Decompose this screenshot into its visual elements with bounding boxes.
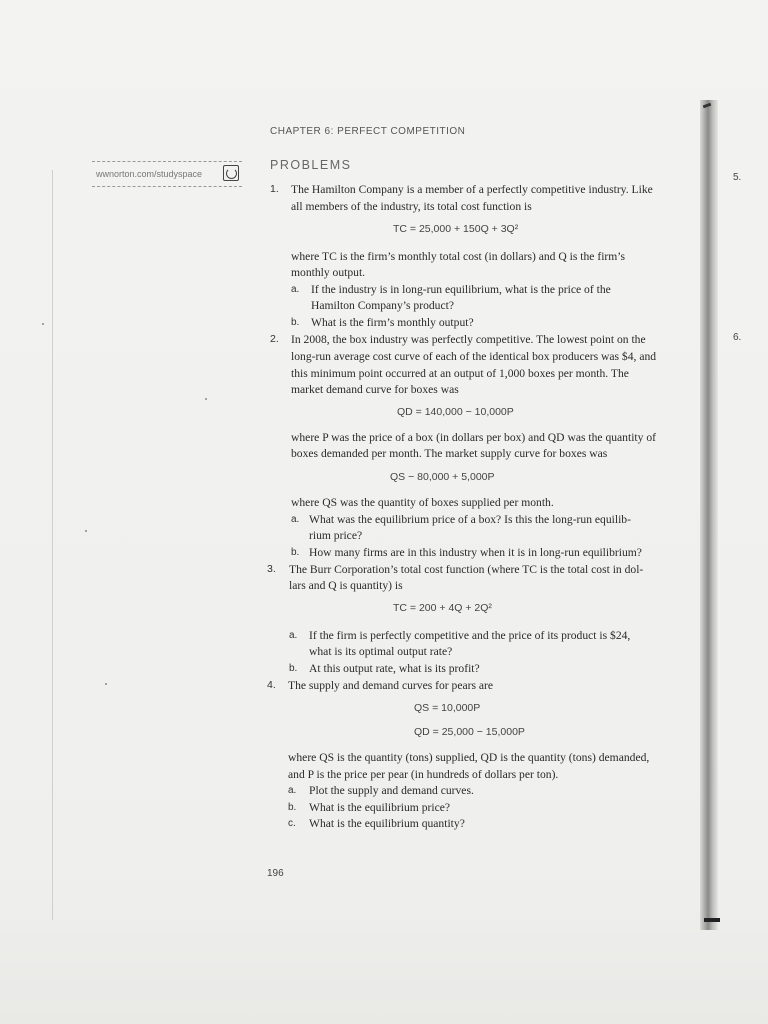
problem-text: rium price? [309, 529, 363, 542]
equation: QS − 80,000 + 5,000P [390, 471, 495, 483]
gutter-mark [704, 918, 720, 922]
subpart-letter: a. [288, 785, 297, 796]
margin-number: 6. [733, 332, 742, 343]
problem-number: 2. [270, 333, 279, 345]
subpart-letter: b. [289, 663, 298, 674]
equation: QD = 25,000 − 15,000P [414, 726, 525, 738]
problem-text: The supply and demand curves for pears are [288, 679, 494, 692]
subpart-letter: a. [291, 284, 300, 295]
problem-text: where P was the price of a box (in dollars per box) and QD was the quantity of [291, 431, 656, 444]
equation: QS = 10,000P [414, 702, 481, 714]
equation: TC = 25,000 + 150Q + 3Q² [393, 223, 519, 235]
page-number: 196 [267, 868, 284, 879]
subpart-letter: b. [288, 802, 297, 813]
scan-speck [42, 323, 44, 325]
subpart-letter: c. [288, 818, 296, 829]
problem-text: The Hamilton Company is a member of a perfectly competitive industry. Like [291, 183, 653, 196]
problem-text: What is the equilibrium price? [309, 801, 451, 814]
problem-text: monthly output. [291, 266, 366, 279]
problem-text: long-run average cost curve of each of the identical box producers was $4, and [291, 350, 657, 363]
problem-text: In 2008, the box industry was perfectly competitive. The lowest point on the [291, 333, 646, 346]
problem-text: What is the equilibrium quantity? [309, 817, 465, 830]
page-edge-line [52, 170, 53, 920]
studyspace-box [92, 161, 242, 187]
problem-text: lars and Q is quantity) is [289, 579, 403, 592]
problem-text: Hamilton Company’s product? [311, 299, 454, 312]
subpart-letter: a. [291, 514, 300, 525]
studyspace-url: wwnorton.com/studyspace [96, 169, 203, 179]
problem-text: The Burr Corporation’s total cost function (where TC is the total cost in dol- [289, 563, 644, 576]
problem-text: all members of the industry, its total cost function is [291, 200, 532, 213]
subpart-letter: a. [289, 630, 298, 641]
problem-text: this minimum point occurred at an output of 1,000 boxes per month. The [291, 367, 629, 380]
scan-speck [205, 398, 207, 400]
problem-text: If the industry is in long-run equilibrium, what is the price of the [311, 283, 611, 296]
problem-text: where QS was the quantity of boxes supplied per month. [291, 496, 554, 509]
problem-text: If the firm is perfectly competitive and the price of its product is $24, [309, 629, 631, 642]
equation: QD = 140,000 − 10,000P [397, 406, 514, 418]
problem-number: 4. [267, 679, 276, 691]
problem-number: 3. [267, 563, 276, 575]
chapter-header: CHAPTER 6: PERFECT COMPETITION [270, 126, 466, 137]
equation: TC = 200 + 4Q + 2Q² [393, 602, 492, 614]
problem-text: and P is the price per pear (in hundreds of dollars per ton). [288, 768, 559, 781]
scan-speck [85, 530, 87, 532]
subpart-letter: b. [291, 547, 300, 558]
problem-text: where QS is the quantity (tons) supplied, QD is the quantity (tons) demanded, [288, 751, 650, 764]
problem-text: What was the equilibrium price of a box? Is this the long-run equilib- [309, 513, 631, 526]
section-heading: PROBLEMS [270, 158, 352, 172]
problem-text: What is the firm’s monthly output? [311, 316, 474, 329]
subpart-letter: b. [291, 317, 300, 328]
problem-text: market demand curve for boxes was [291, 383, 459, 396]
problem-text: where TC is the firm’s monthly total cost (in dollars) and Q is the firm’s [291, 250, 626, 263]
problem-text: what is its optimal output rate? [309, 645, 453, 658]
problem-text: At this output rate, what is its profit? [309, 662, 480, 675]
scan-speck [105, 683, 107, 685]
margin-number: 5. [733, 172, 742, 183]
problem-text: boxes demanded per month. The market supply curve for boxes was [291, 447, 608, 460]
book-gutter-shadow [700, 100, 718, 930]
problem-number: 1. [270, 183, 279, 195]
studyspace-icon [223, 165, 239, 181]
problem-text: Plot the supply and demand curves. [309, 784, 474, 797]
problem-text: How many firms are in this industry when it is in long-run equilibrium? [309, 546, 642, 559]
